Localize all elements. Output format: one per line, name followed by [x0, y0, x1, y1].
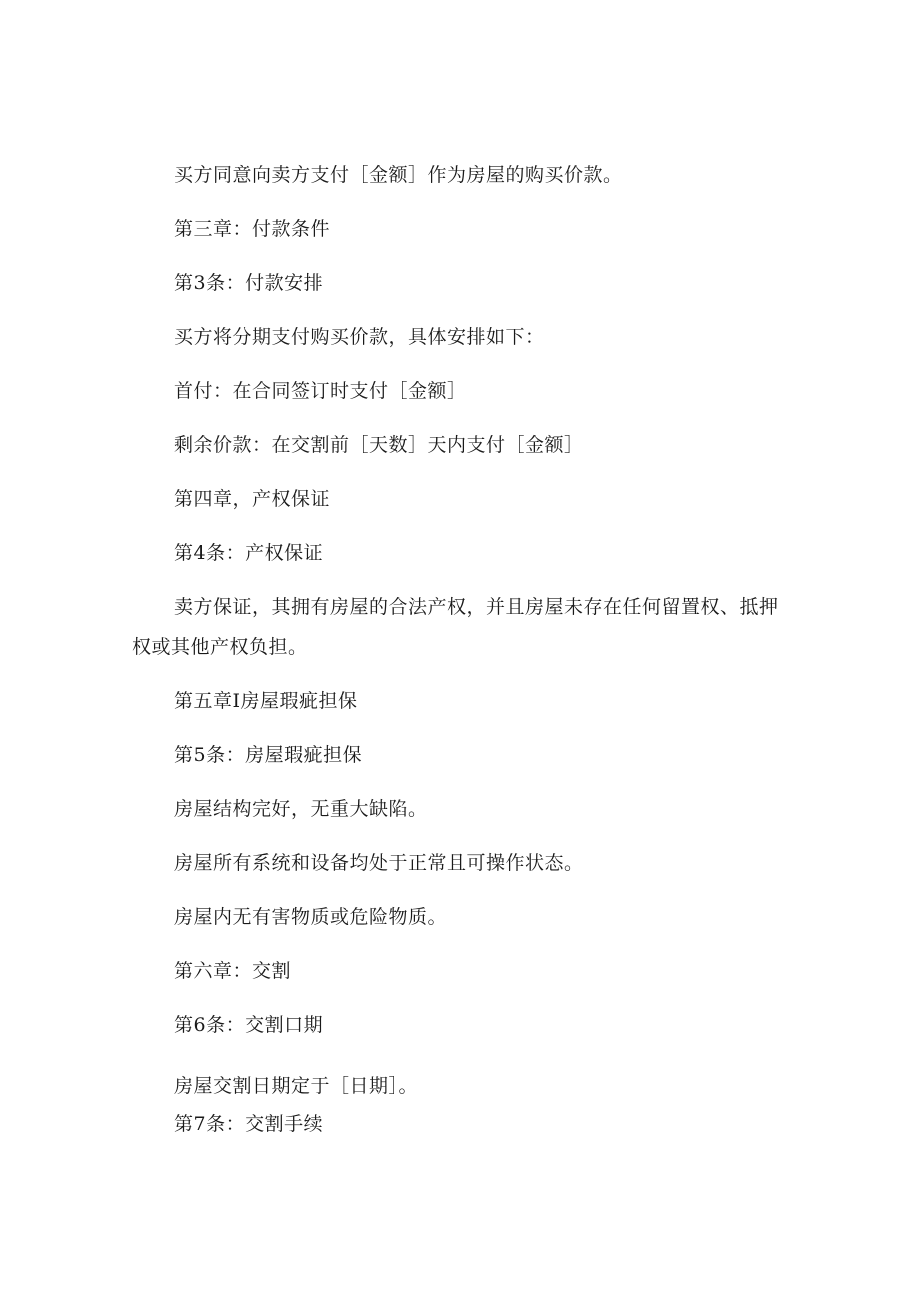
paragraph-down-payment: 首付：在合同签订时支付［金额］: [174, 380, 467, 402]
chapter-6-heading: 第六章：交割: [174, 960, 292, 982]
paragraph-installments: 买方将分期支付购买价款，具体安排如下：: [174, 326, 545, 348]
paragraph-title-warranty: 卖方保证，其拥有房屋的合法产权，并且房屋未存在任何留置权、抵押权或其他产权负担。: [132, 596, 779, 658]
paragraph-hazards: 房屋内无有害物质或危险物质。: [174, 906, 448, 928]
paragraph-systems: 房屋所有系统和设备均处于正常且可操作状态。: [174, 852, 584, 874]
paragraph-structure: 房屋结构完好，无重大缺陷。: [174, 798, 428, 820]
article-3-heading: 第3条：付款安排: [174, 272, 324, 294]
chapter-4-heading: 第四章，产权保证: [174, 488, 331, 510]
paragraph-purchase-price: 买方同意向卖方支付［金额］作为房屋的购买价款。: [174, 164, 623, 186]
article-4-heading: 第4条：产权保证: [174, 542, 324, 564]
paragraph-remaining-payment: 剩余价款：在交割前［天数］天内支付［金额］: [174, 434, 584, 456]
chapter-3-heading: 第三章：付款条件: [174, 218, 331, 240]
paragraph-closing-date: 房屋交割日期定于［日期］。: [174, 1075, 419, 1097]
article-5-heading: 第5条：房屋瑕疵担保: [174, 744, 363, 766]
article-6-heading: 第6条：交割口期: [174, 1014, 324, 1036]
chapter-5-heading: 第五章I房屋瑕疵担保: [174, 690, 358, 712]
article-7-heading: 第7条：交割手续: [174, 1113, 324, 1135]
